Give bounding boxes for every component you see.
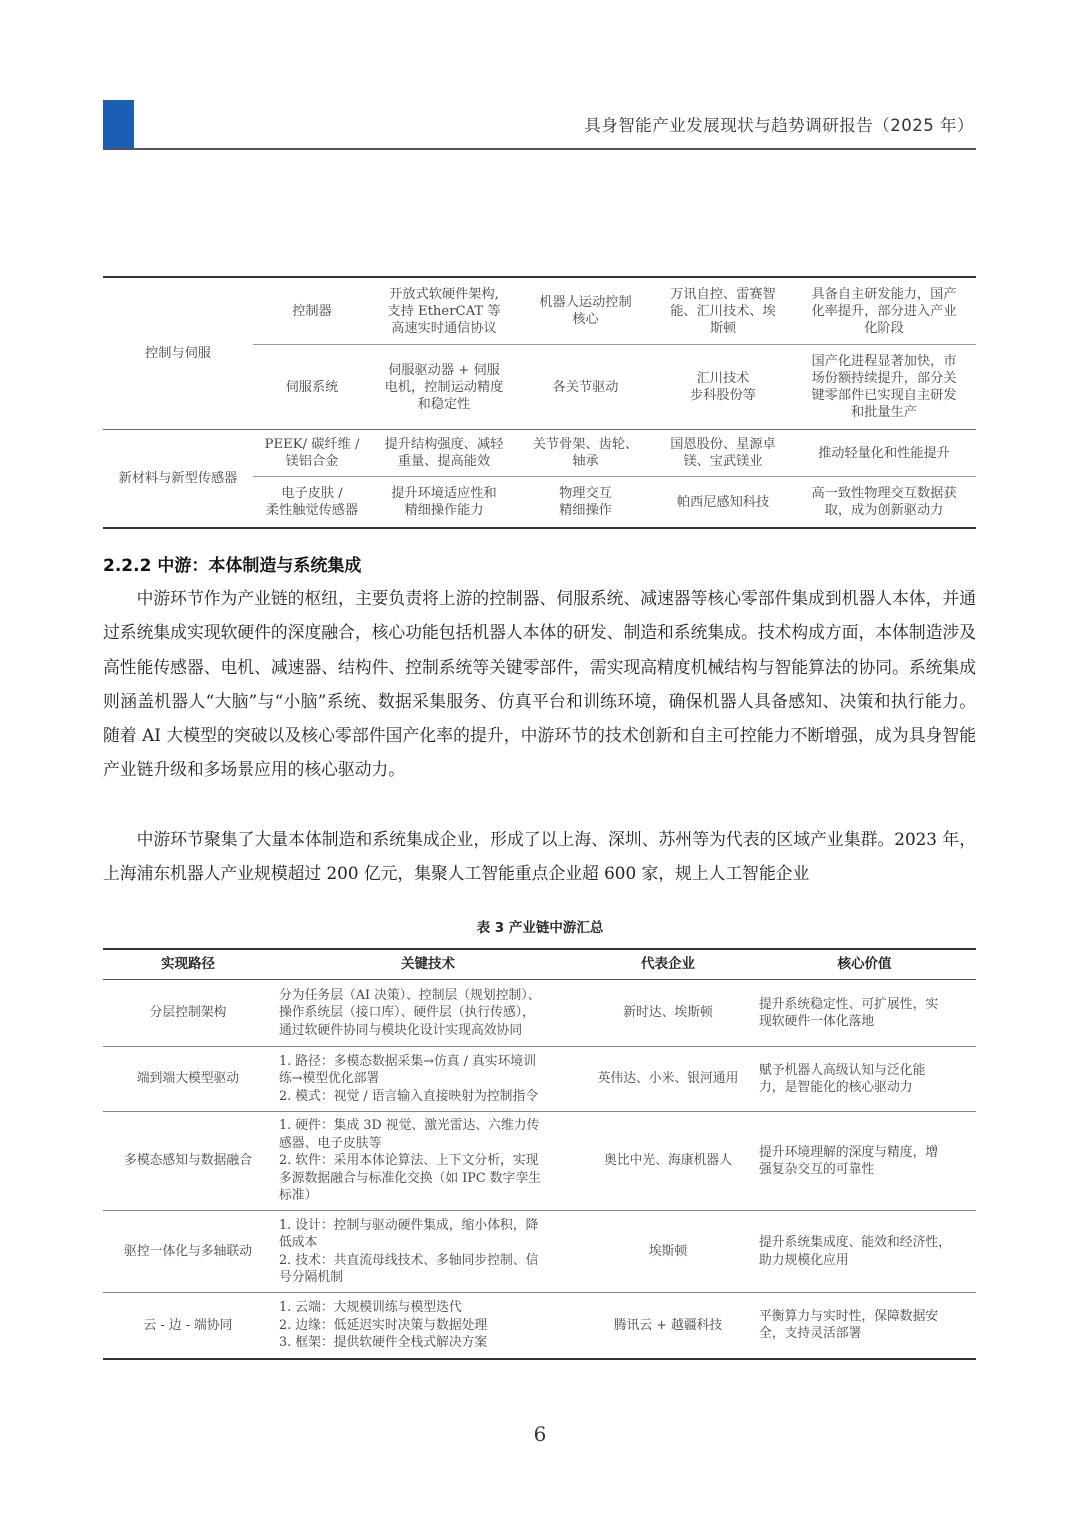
- path-cell: 分层控制架构: [103, 980, 273, 1047]
- path-cell: 端到端大模型驱动: [103, 1047, 273, 1112]
- cell-line: 电机，控制运动精度: [384, 379, 504, 395]
- cell-line: 国产化进程显著加快，市: [811, 354, 957, 369]
- use-cell: [517, 477, 654, 529]
- cell-line: 各关节驱动: [552, 379, 619, 395]
- cell-line: 号分隔机制: [279, 1270, 343, 1285]
- cell-line: 1. 路径：多模态数据采集→仿真 / 真实环境训: [279, 1053, 536, 1069]
- cell-line: 万讯自控、雷赛智: [670, 286, 776, 302]
- cell-line: 高速实时通信协议: [391, 320, 497, 336]
- cell-line: 赋予机器人高级认知与泛化能: [759, 1062, 926, 1078]
- table-row: [103, 1293, 976, 1359]
- column-header: 实现路径: [103, 949, 273, 980]
- table-row: [103, 1211, 976, 1293]
- cell-line: 练→模型优化部署: [279, 1071, 380, 1087]
- table-row: [103, 980, 976, 1047]
- tech-cell: [371, 345, 517, 430]
- tech-cell: [273, 980, 583, 1047]
- cell-line: 步科股份等: [690, 388, 756, 403]
- companies-cell: [654, 345, 792, 430]
- tech-cell: [371, 477, 517, 529]
- cell-line: 伺服驱动器 + 伺服: [388, 362, 500, 378]
- page-number: 6: [533, 1422, 547, 1446]
- cell-line: 支持 EtherCAT 等: [387, 303, 501, 319]
- cell-line: 镁铝合金: [285, 454, 339, 469]
- tech-cell: [371, 430, 517, 477]
- cell-line: 取，成为创新驱动力: [824, 503, 944, 518]
- value-cell: [753, 1211, 976, 1293]
- cell-line: 核心: [572, 312, 599, 327]
- cell-line: 全，支持灵活部署: [759, 1326, 862, 1342]
- table-header-row: [103, 949, 976, 980]
- cell-line: 1. 设计：控制与驱动硬件集成，缩小体积，降: [279, 1217, 539, 1233]
- value-cell: [753, 1112, 976, 1211]
- cell-line: 键零部件已实现自主研发: [811, 388, 957, 403]
- value-cell: [753, 1293, 976, 1359]
- tech-cell: [273, 1211, 583, 1293]
- cell-line: 通过软硬件协同与模块化设计实现高效协同: [279, 1022, 523, 1038]
- table-row: [103, 277, 976, 345]
- cell-line: 2. 软件：采用本体论算法、上下文分析，实现: [279, 1153, 539, 1169]
- companies-cell: [654, 277, 792, 345]
- header-accent-block: [103, 100, 134, 150]
- cell-line: 操作系统层（接口库）、硬件层（执行传感），: [279, 1005, 535, 1021]
- tech-cell: [273, 1293, 583, 1359]
- cell-line: 1. 云端：大规模训练与模型迭代: [279, 1300, 462, 1315]
- use-cell: [517, 430, 654, 477]
- table-row: [103, 430, 976, 477]
- cell-line: 帕西尼感知科技: [676, 494, 770, 510]
- value-cell: [753, 1047, 976, 1112]
- cell-line: 提升系统集成度、能效和经济性，: [759, 1235, 951, 1250]
- cell-line: 化率提升，部分进入产业: [811, 303, 957, 319]
- companies-cell: 腾讯云 + 越疆科技: [583, 1293, 753, 1359]
- cell-line: 场份额持续提升，部分关: [811, 371, 957, 386]
- cell-line: 和稳定性: [417, 396, 471, 412]
- group-cell: 新材料与新型传感器: [103, 430, 253, 529]
- tech-cell: [273, 1112, 583, 1211]
- item-cell: 控制器: [253, 277, 371, 345]
- cell-line: 电子皮肤 /: [281, 486, 343, 501]
- table-row: [103, 1047, 976, 1112]
- body-paragraph: 中游环节作为产业链的枢纽，主要负责将上游的控制器、伺服系统、减速器等核心零部件集成到机器人本体，并通过系统集成实现软硬件的深度融合，核心功能包括机器人本体的研发、制造和系统集成。技术构成方面，本体制造涉及高性能传感器、电机、减速器、结构件、控制系统等关键零部件，需实现高精度机械结构与智能算法的协同。系统集成则涵盖机器人“大脑”与“小脑”系统、数据采集服务、仿真平台和训练环境，确保机器人具备感知、决策和执行能力。随着 AI 大模型的突破以及核心零部件国产化率的提升，中游环节的技术创新和自主可控能力不断增强，成为具身智能产业链升级和多场景应用的核心驱动力。: [103, 588, 976, 780]
- cell-line: 轴承: [572, 454, 599, 469]
- cell-line: 机器人运动控制: [539, 295, 632, 310]
- status-cell: [792, 277, 976, 345]
- status-cell: [792, 477, 976, 529]
- column-header: 代表企业: [583, 949, 753, 980]
- cell-line: 镁、宝武镁业: [683, 454, 763, 469]
- cell-line: 物理交互: [559, 486, 612, 501]
- group-cell: 控制与伺服: [103, 277, 253, 430]
- upstream-table-continued: [103, 276, 976, 529]
- cell-line: 斯顿: [709, 320, 737, 336]
- cell-line: 具备自主研发能力，国产: [811, 286, 957, 302]
- cell-line: 感器、电子皮肤等: [279, 1135, 382, 1151]
- cell-line: 关节骨架、齿轮、: [532, 437, 639, 452]
- cell-line: 平衡算力与实时性，保障数据安: [759, 1308, 939, 1324]
- cell-line: 开放式软硬件架构,: [389, 286, 499, 302]
- section-heading: 2.2.2 中游：本体制造与系统集成: [103, 556, 362, 576]
- cell-line: 现软硬件一体化落地: [759, 1014, 875, 1029]
- header-rule: [103, 148, 976, 150]
- cell-line: 精细操作能力: [404, 503, 484, 518]
- cell-line: 提升环境理解的深度与精度，增: [759, 1144, 939, 1160]
- cell-line: PEEK/ 碳纤维 /: [264, 437, 360, 452]
- cell-line: 能、汇川技术、埃: [670, 303, 776, 319]
- cell-line: 2. 模式：视觉 / 语言输入直接映射为控制指令: [279, 1088, 539, 1104]
- cell-line: 高一致性物理交互数据获: [811, 486, 957, 501]
- column-header: 关键技术: [273, 949, 583, 980]
- cell-line: 多源数据融合与标准化交换（如 IPC 数字孪生: [279, 1170, 541, 1186]
- cell-line: 提升环境适应性和: [391, 486, 497, 501]
- header-title: 具身智能产业发展现状与趋势调研报告（2025 年）: [584, 116, 974, 135]
- cell-line: 3. 框架：提供软硬件全栈式解决方案: [279, 1335, 488, 1350]
- column-header: 核心价值: [753, 949, 976, 980]
- midstream-summary-table: [103, 948, 976, 1360]
- companies-cell: [654, 477, 792, 529]
- body-paragraph: 中游环节聚集了大量本体制造和系统集成企业，形成了以上海、深圳、苏州等为代表的区域产业集群。2023 年，上海浦东机器人产业规模超过 200 亿元，集聚人工智能重点企业超 600 家，规上人工智能企业: [103, 829, 976, 884]
- cell-line: 柔性触觉传感器: [265, 503, 359, 518]
- cell-line: 2. 技术：共直流母线技术、多轴同步控制、信: [279, 1252, 539, 1268]
- use-cell: [517, 277, 654, 345]
- tech-cell: [371, 277, 517, 345]
- cell-line: 提升结构强度、减轻: [384, 437, 504, 452]
- cell-line: 化阶段: [864, 320, 904, 336]
- cell-line: 推动轻量化和性能提升: [818, 445, 950, 461]
- path-cell: 多模态感知与数据融合: [103, 1112, 273, 1211]
- item-cell: 伺服系统: [253, 345, 371, 430]
- path-cell: 驱控一体化与多轴联动: [103, 1211, 273, 1293]
- status-cell: [792, 345, 976, 430]
- companies-cell: [654, 430, 792, 477]
- companies-cell: 埃斯顿: [583, 1211, 753, 1293]
- value-cell: [753, 980, 976, 1047]
- cell-line: 标准）: [279, 1188, 318, 1204]
- cell-line: 力，是智能化的核心驱动力: [759, 1080, 913, 1095]
- item-cell: [253, 430, 371, 477]
- companies-cell: 奥比中光、海康机器人: [583, 1112, 753, 1211]
- cell-line: 和批量生产: [851, 405, 917, 420]
- table-row: [103, 1112, 976, 1211]
- use-cell: [517, 345, 654, 430]
- cell-line: 国恩股份、星源卓: [670, 437, 776, 452]
- cell-line: 1. 硬件：集成 3D 视觉、激光雷达、六维力传: [279, 1118, 540, 1134]
- cell-line: 分为任务层（AI 决策）、控制层（规划控制）、: [279, 987, 541, 1003]
- cell-line: 助力规模化应用: [759, 1252, 849, 1268]
- path-cell: 云 - 边 - 端协同: [103, 1293, 273, 1359]
- status-cell: [792, 430, 976, 477]
- table-caption: 表 3 产业链中游汇总: [476, 920, 604, 936]
- companies-cell: 新时达、埃斯顿: [583, 980, 753, 1047]
- companies-cell: 英伟达、小米、银河通用: [583, 1047, 753, 1112]
- tech-cell: [273, 1047, 583, 1112]
- item-cell: [253, 477, 371, 529]
- cell-line: 低成本: [279, 1235, 318, 1250]
- cell-line: 汇川技术: [696, 371, 750, 386]
- cell-line: 提升系统稳定性、可扩展性，实: [759, 996, 939, 1012]
- cell-line: 2. 边缘：低延迟实时决策与数据处理: [279, 1317, 488, 1333]
- cell-line: 精细操作: [559, 503, 612, 518]
- cell-line: 强复杂交互的可靠性: [759, 1162, 875, 1177]
- cell-line: 重量、提高能效: [397, 454, 491, 469]
